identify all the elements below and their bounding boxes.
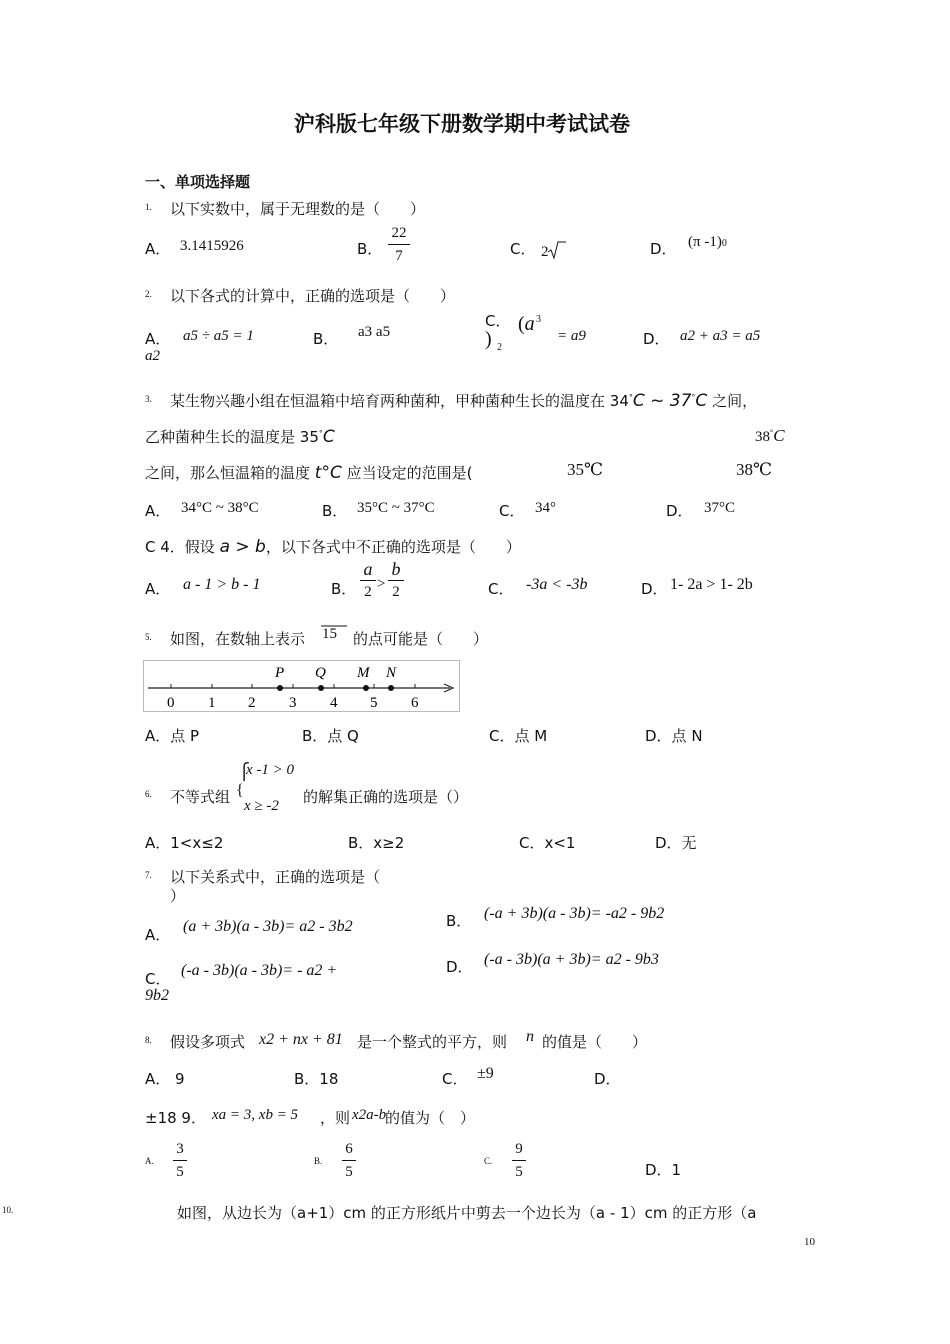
condition: xa = 3, xb = 5 [212,1107,299,1123]
question-stem-b: 的点可能是（ ） [353,630,489,648]
question-stem-b: 的值为（ ） [385,1109,476,1127]
point-n [388,685,394,691]
tick-label: 2 [248,695,256,711]
option-d-label[interactable]: D． [446,958,473,976]
tick-label: 3 [289,695,297,711]
option-b-value: 35°C ~ 37°C [357,500,435,516]
option-d[interactable]: D．点 N [645,727,703,745]
option-c-value: -3a < -3b [526,576,588,593]
option-a[interactable]: A．点 P [145,727,200,745]
tick-label: 1 [208,695,216,711]
option-c-label[interactable]: C． [488,580,514,598]
option-c-label[interactable]: C． [499,502,525,520]
brace-icon: { [236,782,244,799]
option-c-value: (-a - 3b)(a - 3b)= - a2 + [181,962,338,979]
option-d[interactable]: D．无 [655,834,697,852]
option-a[interactable]: A．1<x≤2 [145,834,224,852]
question-stem: C 4．假设 a > b，以下各式中不正确的选项是（ ） [145,537,521,557]
question-line-2-right: 38°C [755,426,785,445]
option-c-label[interactable]: C． [485,312,511,330]
option-a-label[interactable]: A． [145,926,171,944]
tick-label: 0 [167,695,175,711]
greater-than: > [377,576,386,592]
question-number: 5. [145,632,152,642]
option-b-label[interactable]: B. [314,1156,323,1166]
variable-n: n [526,1028,534,1045]
question-stem-b: 的解集正确的选项是（） [303,788,469,806]
option-d[interactable]: D．1 [645,1161,682,1179]
polynomial: x2 + nx + 81 [259,1031,343,1048]
question-line-1: 某生物兴趣小组在恒温箱中培育两种菌种，甲种菌种生长的温度在 34°C ~ 37°C 之间， [170,391,758,411]
brace-icon: ⎧ [238,764,250,781]
question-prefix: ±18 9． [145,1109,206,1127]
option-c-value: ±9 [477,1065,494,1082]
option-d-value: (π -1)0 [688,234,727,250]
option-d-value: 1- 2a > 1- 2b [670,576,753,593]
option-b[interactable]: B．x≥2 [348,834,405,852]
question-stem: 以下关系式中，正确的选项是（ [170,868,381,886]
option-a-value: (a + 3b)(a - 3b)= a2 - 3b2 [183,918,353,935]
option-d[interactable]: D． [594,1070,621,1088]
option-c-wrap: 9b2 [145,987,169,1004]
page-title: 沪科版七年级下册数学期中考试试卷 [294,112,630,136]
number-line [144,661,459,711]
question-stem-a: 如图，在数轴上表示 [170,630,306,648]
question-stem-a: ，则 [320,1109,351,1127]
paren-icon: ) [485,328,492,350]
question-number: 10. [2,1205,14,1215]
option-a-wrap: a2 [145,348,160,364]
fraction-a-over-2: a 2 [360,560,376,601]
point-q [318,685,324,691]
option-b-label[interactable]: B． [446,912,472,930]
option-b-value: (-a + 3b)(a - 3b)= -a2 - 9b2 [484,905,665,922]
expression: x2a-b [352,1107,387,1123]
range-left: 35℃ [567,460,604,479]
option-a-label[interactable]: A． [145,240,171,258]
option-b[interactable]: B．点 Q [302,727,359,745]
option-b-label[interactable]: B． [313,330,339,348]
radical-icon [318,624,348,644]
question-stem: 以下各式的计算中，正确的选项是（ ） [170,287,456,305]
option-c-value: 2 [541,240,567,261]
question-stem-end: ） [170,887,186,905]
option-b-fraction: 6 5 [342,1140,356,1181]
option-c-label[interactable]: C． [145,970,171,988]
number-line-figure [143,660,460,712]
option-a-value: a - 1 > b - 1 [183,576,261,593]
option-b-value: a3 a5 [358,324,391,340]
fraction-b-over-2: b 2 [388,560,404,601]
option-c[interactable]: C．x<1 [519,834,576,852]
option-b-label[interactable]: B． [357,240,383,258]
option-c-label[interactable]: C. [484,1156,493,1166]
option-d-value: a2 + a3 = a5 [680,328,761,344]
point-label: P [275,665,285,681]
radical-icon [547,240,567,260]
question-number: 2. [145,289,152,299]
question-number: 6. [145,789,152,799]
point-p [277,685,283,691]
option-a-label[interactable]: A． [145,580,171,598]
exponent: 3 [536,314,541,325]
question-number: 8. [145,1035,152,1045]
option-a-label[interactable]: A． [145,330,171,348]
option-a-label[interactable]: A． [145,502,171,520]
point-label: M [357,665,370,681]
fraction: 22 7 [388,224,410,265]
question-stem-b: 是一个整式的平方，则 [357,1033,508,1051]
question-stem: 如图，从边长为（a+1）cm 的正方形纸片中剪去一个边长为（a - 1）cm 的正方形（a [177,1204,757,1222]
option-a-value: 34°C ~ 38°C [181,500,259,516]
question-line-3: 之间，那么恒温箱的温度 t°C 应当设定的范围是( [145,463,473,483]
option-a[interactable]: A． 9 [145,1070,185,1088]
question-stem-a: 假设多项式 [170,1033,246,1051]
option-a-value: 3.1415926 [180,238,244,254]
option-d-label[interactable]: D． [643,330,670,348]
option-c[interactable]: C．点 M [489,727,548,745]
tick-label: 5 [370,695,378,711]
question-stem: 以下实数中，属于无理数的是（ ） [170,200,426,218]
option-c-fraction: 9 5 [512,1140,526,1181]
option-d-label[interactable]: D． [641,580,668,598]
option-b[interactable]: B．18 [294,1070,339,1088]
option-d-value: 37°C [704,500,736,516]
range-right: 38℃ [736,460,773,479]
option-c-a: (a [518,313,535,335]
option-a-value: a5 ÷ a5 = 1 [183,328,254,344]
question-number: 7. [145,870,152,880]
option-c-label[interactable]: C． [510,240,536,258]
tick-label: 4 [330,695,338,711]
option-d-value: (-a - 3b)(a + 3b)= a2 - 9b3 [484,951,659,968]
option-a-fraction: 3 5 [173,1140,187,1181]
question-stem-c: 的值是（ ） [542,1033,648,1051]
page-number: 10 [804,1236,815,1248]
option-b-label[interactable]: B． [331,580,357,598]
section-heading: 一、单项选择题 [145,173,251,191]
point-label: Q [315,665,326,681]
exponent: 2 [497,342,502,353]
question-number: 1. [145,202,152,212]
point-m [363,685,369,691]
inequality-1: x -1 > 0 [246,762,295,778]
tick-label: 6 [411,695,419,711]
sqrt-value: 15 [322,626,337,643]
question-number: 3. [145,394,152,404]
option-c-label[interactable]: C． [442,1070,468,1088]
option-b-label[interactable]: B． [322,502,348,520]
option-a-label[interactable]: A. [145,1156,154,1166]
option-d-label[interactable]: D． [666,502,693,520]
point-label: N [386,665,397,681]
inequality-2: x ≥ -2 [244,798,279,814]
question-stem-a: 不等式组 [170,788,231,806]
option-c-value: 34° [535,500,556,516]
option-c-value: = a9 [557,328,586,344]
option-d-label[interactable]: D． [650,240,677,258]
question-line-2: 乙种菌种生长的温度是 35°C [145,427,335,447]
